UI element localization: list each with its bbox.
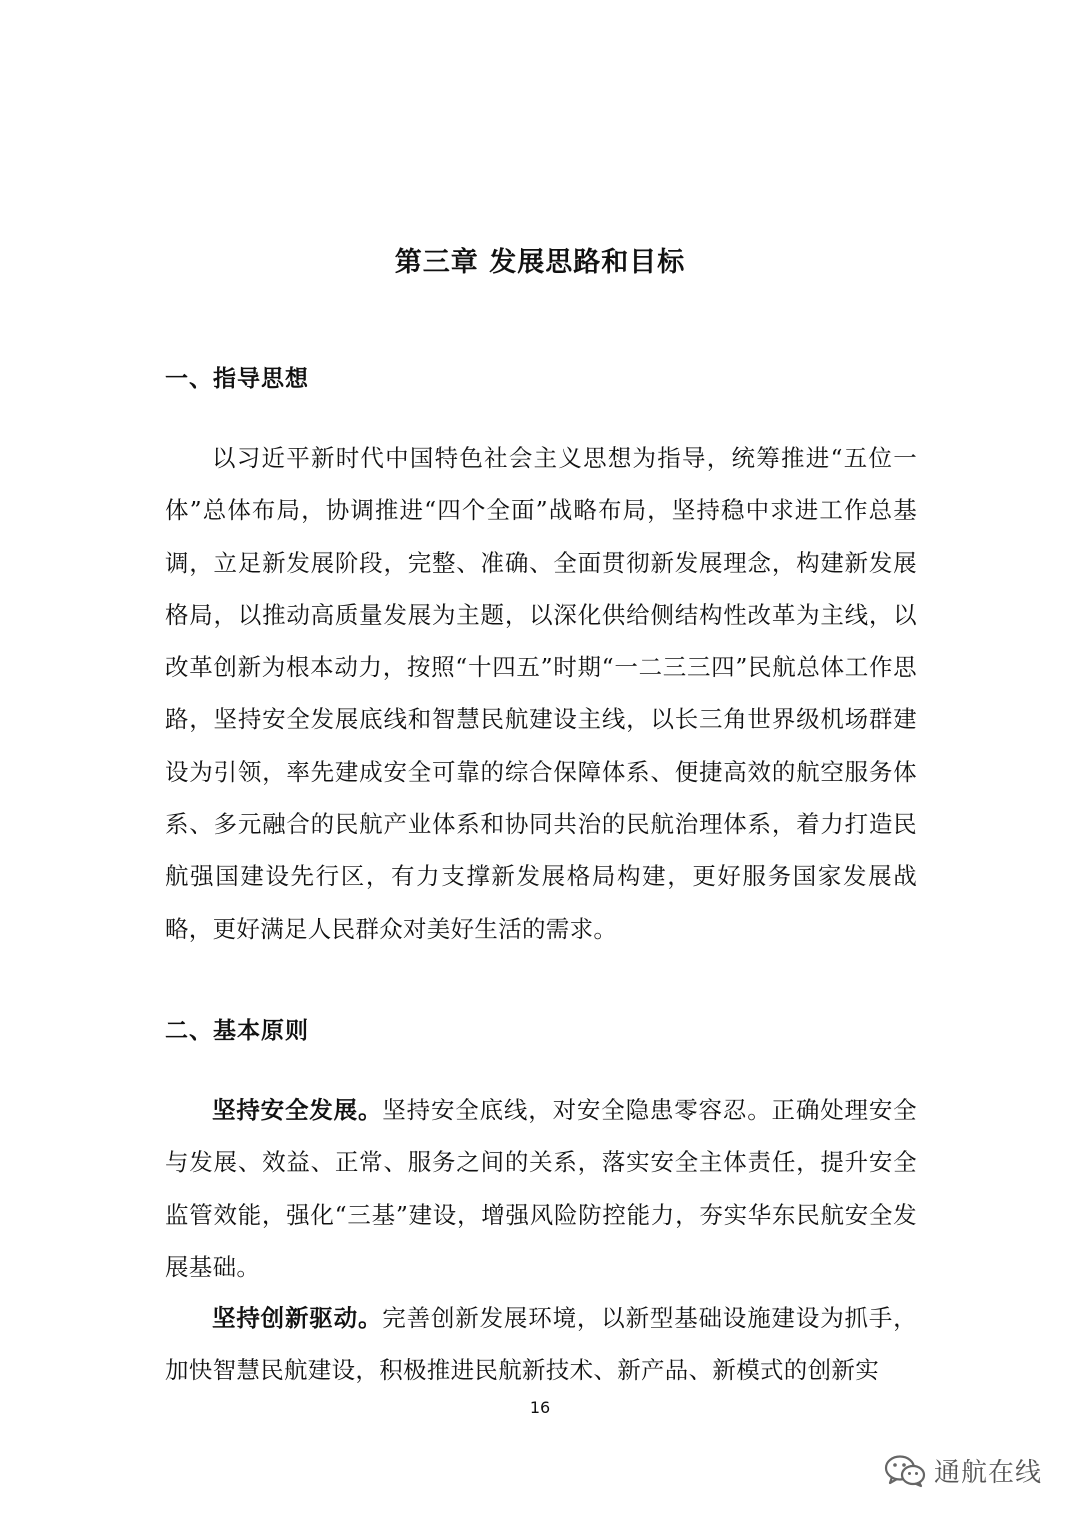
principle-text-innovation: 完善创新发展环境，以新型基础设施建设为抓手，加快智慧民航建设，积极推进民航新技术、新产品、新模式的创新实 bbox=[165, 1304, 917, 1385]
paragraph-principle-innovation bbox=[165, 1292, 917, 1397]
section-heading-basic-principles: 二、基本原则 bbox=[165, 1018, 309, 1044]
paragraph-guiding-ideology: 以习近平新时代中国特色社会主义思想为指导，统筹推进“五位一体”总体布局，协调推进“四个全面”战略布局，坚持稳中求进工作总基调，立足新发展阶段，完整、准确、全面贯彻新发展理念，构建新发展格局，以推动高质量发展为主题，以深化供给侧结构性改革为主线，以改革创新为根本动力，按照“十四五”时期“一二三三四”民航总体工作思路，坚持安全发展底线和智慧民航建设主线，以长三角世界级机场群建设为引领，率先建成安全可靠的综合保障体系、便捷高效的航空服务体系、多元融合的民航产业体系和协同共治的民航治理体系，着力打造民航强国建设先行区，有力支撑新发展格局构建，更好服务国家发展战略，更好满足人民群众对美好生活的需求。 bbox=[165, 444, 917, 943]
section-heading-guiding-ideology: 一、指导思想 bbox=[165, 366, 309, 392]
principle-lead-innovation: 坚持创新驱动。 bbox=[212, 1304, 383, 1332]
principle-lead-safety: 坚持安全发展。 bbox=[212, 1096, 383, 1124]
paragraph-principle-safety bbox=[165, 1084, 917, 1293]
watermark bbox=[884, 1452, 1042, 1489]
principle-text-safety: 坚持安全底线，对安全隐患零容忍。正确处理安全与发展、效益、正常、服务之间的关系，落实安全主体责任，提升安全监管效能，强化“三基”建设，增强风险防控能力，夯实华东民航安全发展基础。 bbox=[165, 1096, 917, 1281]
page-number: 16 bbox=[529, 1398, 551, 1417]
watermark-text: 通航在线 bbox=[933, 1458, 1042, 1488]
chapter-title: 第三章 发展思路和目标 bbox=[394, 247, 686, 278]
wechat-icon bbox=[884, 1454, 926, 1488]
